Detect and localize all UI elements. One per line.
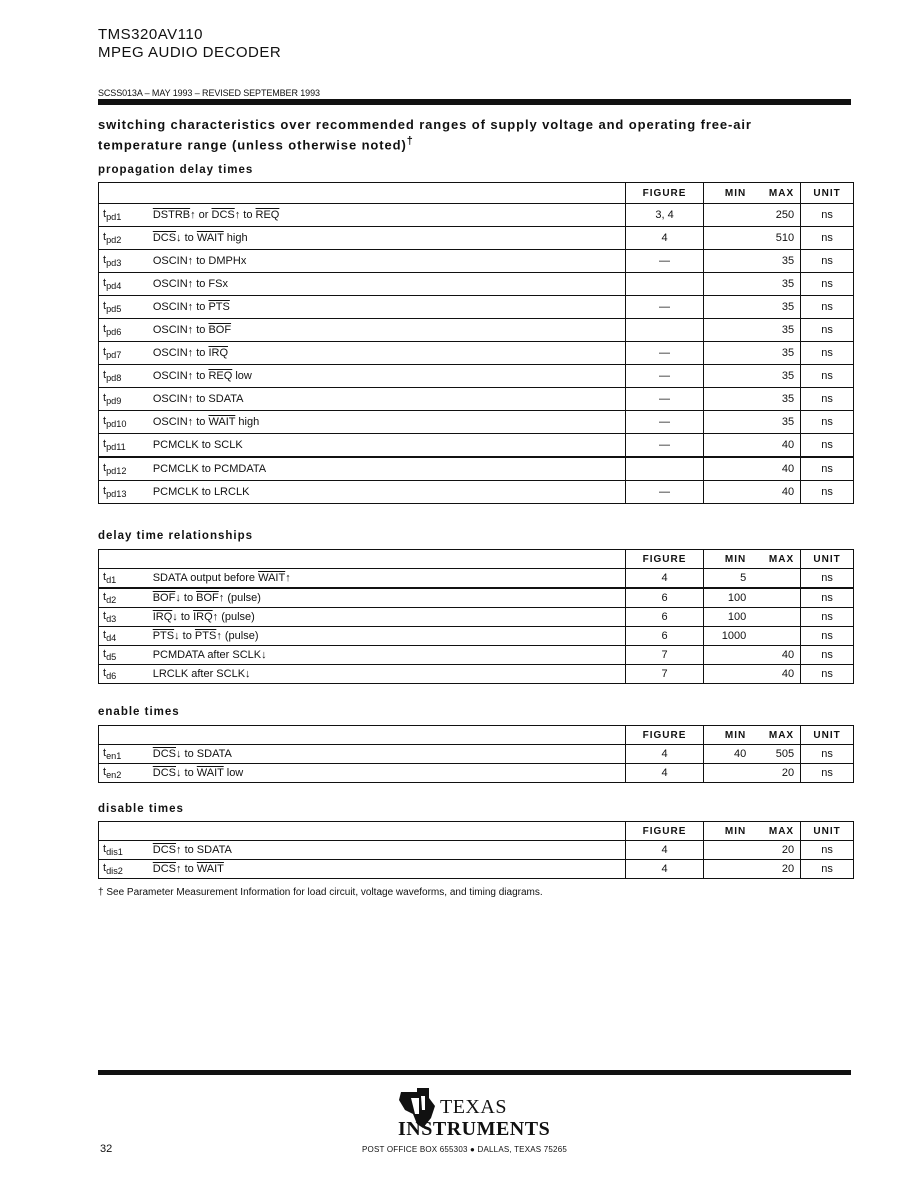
min-value [704,841,752,860]
unit-value: ns [801,411,854,434]
parameter-symbol: $t_{pd11}$ [99,434,149,458]
min-value [704,646,752,665]
max-value: 35 [752,296,800,319]
max-value: 40 [752,646,800,665]
table-row [99,296,854,319]
min-value: 40 [704,745,752,764]
section-title-disable: disable times [98,803,184,815]
unit-value: ns [801,342,854,365]
parameter-symbol: $t_{d6}$ [99,665,149,684]
column-header: FIGURE [625,822,704,841]
figure-ref: — [625,388,704,411]
unit-value: ns [801,627,854,646]
table-row [99,342,854,365]
table-row [99,588,854,608]
parameter-symbol: $t_{en2}$ [99,764,149,783]
unit-value: ns [801,841,854,860]
unit-value: ns [801,227,854,250]
parameter-description: OSCIN↑ to SDATA [149,388,625,411]
column-header [99,550,149,569]
max-value: 40 [752,434,800,458]
figure-ref: 4 [625,569,704,589]
column-header [149,822,625,841]
parameter-symbol: $t_{pd2}$ [99,227,149,250]
table-row [99,646,854,665]
figure-ref: — [625,481,704,504]
parameter-symbol: $t_{pd9}$ [99,388,149,411]
table-row [99,665,854,684]
max-value: 35 [752,273,800,296]
min-value [704,764,752,783]
section-title-propagation: propagation delay times [98,164,254,176]
parameter-description: OSCIN↑ to $\overline{IRQ}$ [149,342,625,365]
document-title [98,26,281,62]
figure-ref [625,457,704,481]
parameter-description: DSTRB↑ or $\overline{DCS}↑$ to $\overline{REQ}$ [149,204,625,227]
column-header [149,183,625,204]
table-header-row [99,822,854,841]
column-header: MIN [704,183,752,204]
parameter-symbol: $t_{d3}$ [99,608,149,627]
figure-ref: — [625,296,704,319]
part-number: TMS320AV110 [98,26,203,43]
max-value: 35 [752,250,800,273]
column-header: MIN [704,550,752,569]
column-header [99,822,149,841]
column-header: UNIT [801,550,854,569]
column-header: MIN [704,822,752,841]
logo-text-instruments: INSTRUMENTS [398,1118,551,1140]
table-row [99,481,854,504]
parameter-symbol: $t_{d2}$ [99,588,149,608]
figure-ref: 4 [625,227,704,250]
column-header: FIGURE [625,550,704,569]
parameter-symbol: $t_{pd6}$ [99,319,149,342]
max-value [752,569,800,589]
figure-ref: 4 [625,860,704,879]
parameter-symbol: $t_{en1}$ [99,745,149,764]
unit-value: ns [801,569,854,589]
parameter-description: $\overline{DCS}↓$ to WAIT high [149,227,625,250]
logo-text-texas: TEXAS [440,1096,507,1118]
unit-value: ns [801,250,854,273]
max-value: 35 [752,365,800,388]
column-header [99,726,149,745]
min-value [704,227,752,250]
column-header: MAX [752,183,800,204]
min-value [704,481,752,504]
unit-value: ns [801,457,854,481]
min-value [704,860,752,879]
figure-ref: 4 [625,764,704,783]
unit-value: ns [801,273,854,296]
figure-ref: 7 [625,665,704,684]
unit-value: ns [801,319,854,342]
heading-line-1: switching characteristics over recommended ranges of supply voltage and operating free-air [98,117,752,132]
figure-ref: — [625,365,704,388]
parameter-symbol: $t_{dis1}$ [99,841,149,860]
heading-line-2: temperature range (unless otherwise noted) [98,137,407,153]
min-value [704,365,752,388]
table-row [99,841,854,860]
parameter-symbol: $t_{pd10}$ [99,411,149,434]
footnote: † See Parameter Measurement Information for load circuit, voltage waveforms, and timing diagrams. [98,887,543,898]
column-header [149,726,625,745]
max-value: 35 [752,411,800,434]
parameter-symbol: $t_{pd13}$ [99,481,149,504]
max-value: 250 [752,204,800,227]
max-value: 35 [752,388,800,411]
header-rule [98,99,851,105]
footer-rule [98,1070,851,1075]
parameter-description: PCMCLK to SCLK [149,434,625,458]
min-value [704,204,752,227]
parameter-symbol: $t_{pd3}$ [99,250,149,273]
max-value [752,627,800,646]
column-header: MIN [704,726,752,745]
figure-ref: 6 [625,627,704,646]
table-row [99,388,854,411]
table-row [99,365,854,388]
parameter-symbol: $t_{dis2}$ [99,860,149,879]
section-title-delay: delay time relationships [98,530,254,542]
figure-ref: 6 [625,588,704,608]
section-title-enable: enable times [98,706,180,718]
parameter-description: OSCIN↑ to DMPHx [149,250,625,273]
table-row [99,204,854,227]
table-row [99,569,854,589]
parameter-description: PCMCLK to LRCLK [149,481,625,504]
figure-ref [625,319,704,342]
max-value [752,608,800,627]
table-row [99,860,854,879]
unit-value: ns [801,665,854,684]
min-value: 5 [704,569,752,589]
enable-table [98,725,854,783]
column-header: UNIT [801,726,854,745]
parameter-description: OSCIN↑ to $\overline{REQ}$ low [149,365,625,388]
doc-reference: SCSS013A – MAY 1993 – REVISED SEPTEMBER 1993 [98,88,320,98]
min-value: 100 [704,608,752,627]
column-header: FIGURE [625,183,704,204]
table-row [99,457,854,481]
parameter-symbol: $t_{pd4}$ [99,273,149,296]
min-value [704,296,752,319]
figure-ref: 7 [625,646,704,665]
parameter-description: $\overline{DCS}↓$ to WAIT low [149,764,625,783]
max-value: 40 [752,457,800,481]
column-header: UNIT [801,183,854,204]
parameter-description: PCMDATA after SCLK↓ [149,646,625,665]
parameter-symbol: $t_{d5}$ [99,646,149,665]
column-header: MAX [752,726,800,745]
column-header: MAX [752,550,800,569]
parameter-description: OSCIN↑ to WAIT high [149,411,625,434]
column-header [149,550,625,569]
max-value: 40 [752,481,800,504]
unit-value: ns [801,588,854,608]
parameter-symbol: $t_{pd1}$ [99,204,149,227]
parameter-description: LRCLK after SCLK↓ [149,665,625,684]
unit-value: ns [801,764,854,783]
min-value [704,665,752,684]
unit-value: ns [801,434,854,458]
min-value: 1000 [704,627,752,646]
max-value: 35 [752,342,800,365]
parameter-description: $\overline{PTS}↓$ to $\overline{PTS}↑$ (pulse) [149,627,625,646]
figure-ref [625,273,704,296]
max-value: 510 [752,227,800,250]
table-row [99,745,854,764]
max-value: 505 [752,745,800,764]
section-heading [98,117,854,153]
unit-value: ns [801,608,854,627]
parameter-symbol: $t_{pd12}$ [99,457,149,481]
column-header: MAX [752,822,800,841]
min-value [704,411,752,434]
figure-ref: — [625,250,704,273]
figure-ref: 4 [625,841,704,860]
min-value [704,434,752,458]
unit-value: ns [801,365,854,388]
figure-ref: — [625,434,704,458]
product-name: MPEG AUDIO DECODER [98,44,282,61]
delay-table [98,549,854,684]
table-row [99,608,854,627]
min-value [704,342,752,365]
table-row [99,411,854,434]
parameter-description: SDATA output before WAIT↑ [149,569,625,589]
figure-ref: 6 [625,608,704,627]
min-value [704,273,752,296]
figure-ref: — [625,342,704,365]
table-header-row [99,183,854,204]
table-row [99,227,854,250]
table-row [99,764,854,783]
column-header: UNIT [801,822,854,841]
parameter-symbol: $t_{pd7}$ [99,342,149,365]
parameter-description: OSCIN↑ to $\overline{BOF}$ [149,319,625,342]
table-row [99,627,854,646]
unit-value: ns [801,296,854,319]
min-value [704,457,752,481]
table-row [99,273,854,296]
table-row [99,319,854,342]
min-value [704,388,752,411]
table-header-row [99,726,854,745]
max-value: 40 [752,665,800,684]
unit-value: ns [801,204,854,227]
parameter-description: OSCIN↑ to $\overline{PTS}$ [149,296,625,319]
min-value [704,250,752,273]
column-header: FIGURE [625,726,704,745]
unit-value: ns [801,646,854,665]
parameter-description: PCMCLK to PCMDATA [149,457,625,481]
unit-value: ns [801,481,854,504]
parameter-symbol: $t_{pd8}$ [99,365,149,388]
parameter-description: OSCIN↑ to FSx [149,273,625,296]
figure-ref: 3, 4 [625,204,704,227]
figure-ref: — [625,411,704,434]
heading-dagger: † [406,135,414,147]
parameter-description: $\overline{DCS}↑$ to SDATA [149,841,625,860]
propagation-table [98,182,854,504]
company-address: POST OFFICE BOX 655303 ● DALLAS, TEXAS 75265 [362,1145,567,1154]
disable-table [98,821,854,879]
min-value [704,319,752,342]
unit-value: ns [801,388,854,411]
table-header-row [99,550,854,569]
table-row [99,250,854,273]
parameter-description: $\overline{DCS}↓$ to SDATA [149,745,625,764]
parameter-symbol: $t_{d4}$ [99,627,149,646]
table-row [99,434,854,458]
max-value: 20 [752,764,800,783]
parameter-symbol: $t_{pd5}$ [99,296,149,319]
unit-value: ns [801,745,854,764]
unit-value: ns [801,860,854,879]
parameter-description: $\overline{IRQ}↓$ to $\overline{IRQ}↑$ (pulse) [149,608,625,627]
max-value: 35 [752,319,800,342]
figure-ref: 4 [625,745,704,764]
max-value: 20 [752,841,800,860]
parameter-symbol: $t_{d1}$ [99,569,149,589]
max-value [752,588,800,608]
min-value: 100 [704,588,752,608]
parameter-description: $\overline{BOF}↓$ to $\overline{BOF}↑$ (pulse) [149,588,625,608]
page-number: 32 [100,1143,113,1155]
column-header [99,183,149,204]
parameter-description: $\overline{DCS}↑$ to WAIT [149,860,625,879]
max-value: 20 [752,860,800,879]
